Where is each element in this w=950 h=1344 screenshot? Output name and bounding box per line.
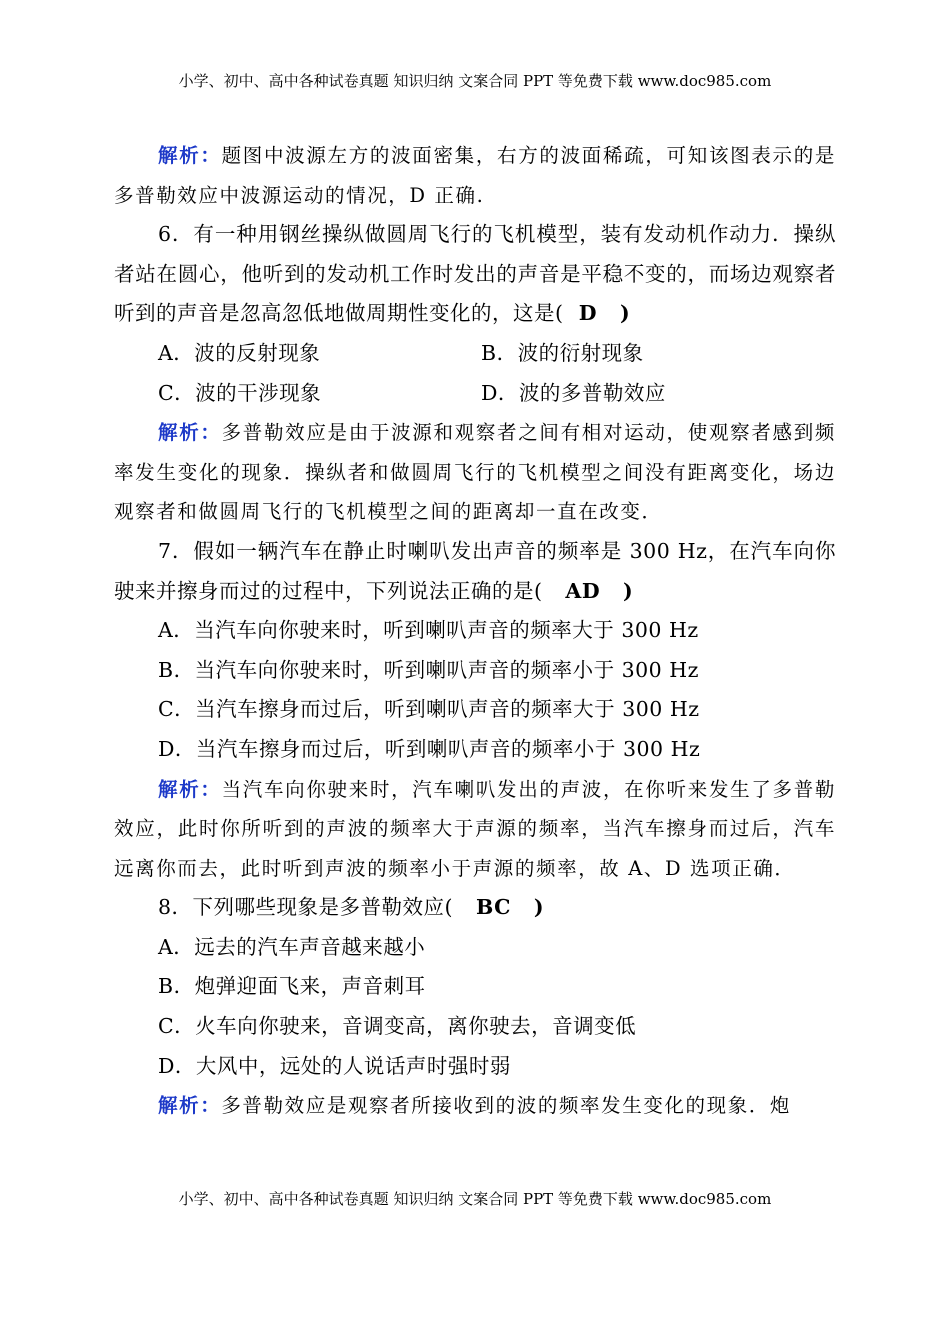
explanation-text: 题图中波源左方的波面密集，右方的波面稀疏，可知该图表示的是多普勒效应中波源运动的情况，D 正确. bbox=[114, 144, 836, 207]
question-stem-text: 7．假如一辆汽车在静止时喇叭发出声音的频率是 300 Hz，在汽车向你驶来并擦身而过的过程中，下列说法正确的是( bbox=[114, 538, 836, 603]
explanation-text: 多普勒效应是由于波源和观察者之间有相对运动，使观察者感到频率发生变化的现象．操纵者和做圆周飞行的飞机模型之间没有距离变化，场边观察者和做圆周飞行的飞机模型之间的距离却一直在改变． bbox=[114, 421, 836, 524]
explanation-q5 bbox=[114, 136, 836, 215]
explanation-q8 bbox=[114, 1086, 836, 1126]
answer-close-paren: ) bbox=[533, 895, 545, 920]
explanation-label: 解析： bbox=[158, 1094, 222, 1118]
answer-key: AD bbox=[565, 578, 601, 603]
option-a: A．波的反射现象 bbox=[158, 340, 321, 365]
explanation-q7 bbox=[114, 770, 836, 889]
option-b: B．炮弹迎面飞来，声音刺耳 bbox=[158, 974, 426, 999]
explanation-text: 当汽车向你驶来时，汽车喇叭发出的声波，在你听来发生了多普勒效应，此时你所听到的声波的频率大于声源的频率，当汽车擦身而过后，汽车远离你而去，此时听到声波的频率小于声源的频率，故 A、D 选项正确． bbox=[114, 777, 836, 880]
option-a: A．远去的汽车声音越来越小 bbox=[158, 934, 426, 959]
explanation-label: 解析： bbox=[158, 777, 222, 801]
option-d: D．大风中，远处的人说话声时强时弱 bbox=[158, 1053, 511, 1078]
option-c: C．火车向你驶来，音调变高，离你驶去，音调变低 bbox=[158, 1014, 637, 1039]
question-6-options-row-2 bbox=[114, 374, 836, 414]
question-6-options-row-1 bbox=[114, 334, 836, 374]
answer-close-paren: ) bbox=[623, 578, 634, 603]
option-d: D．波的多普勒效应 bbox=[481, 380, 666, 405]
question-stem-text: 8．下列哪些现象是多普勒效应( bbox=[158, 895, 454, 920]
explanation-text: 多普勒效应是观察者所接收到的波的频率发生变化的现象．炮 bbox=[221, 1094, 792, 1118]
document-body bbox=[114, 136, 836, 1126]
page-footer: 小学、初中、高中各种试卷真题 知识归纳 文案合同 PPT 等免费下载 www.doc985.com bbox=[178, 1190, 772, 1208]
explanation-q6 bbox=[114, 413, 836, 532]
page-header: 小学、初中、高中各种试卷真题 知识归纳 文案合同 PPT 等免费下载 www.doc985.com bbox=[178, 72, 772, 90]
option-b: B．当汽车向你驶来时，听到喇叭声音的频率小于 300 Hz bbox=[158, 657, 699, 682]
answer-key: BC bbox=[475, 895, 511, 920]
option-c: C．波的干涉现象 bbox=[158, 380, 322, 405]
question-8-stem bbox=[114, 888, 836, 928]
answer-key: D bbox=[578, 301, 598, 326]
option-a: A．当汽车向你驶来时，听到喇叭声音的频率大于 300 Hz bbox=[158, 618, 699, 643]
answer-close-paren: ) bbox=[619, 301, 631, 326]
option-b: B．波的衍射现象 bbox=[481, 340, 644, 365]
option-c: C．当汽车擦身而过后，听到喇叭声音的频率大于 300 Hz bbox=[158, 697, 700, 722]
explanation-label: 解析： bbox=[158, 144, 222, 167]
explanation-label: 解析： bbox=[158, 421, 222, 445]
question-stem-text: 6．有一种用钢丝操纵做圆周飞行的飞机模型，装有发动机作动力．操纵者站在圆心，他听到的发动机工作时发出的声音是平稳不变的，而场边观察者听到的声音是忽高忽低地做周期性变化的，这是( bbox=[114, 222, 836, 326]
option-d: D．当汽车擦身而过后，听到喇叭声音的频率小于 300 Hz bbox=[158, 736, 701, 761]
question-6-stem bbox=[114, 215, 836, 334]
question-7-stem bbox=[114, 532, 836, 611]
